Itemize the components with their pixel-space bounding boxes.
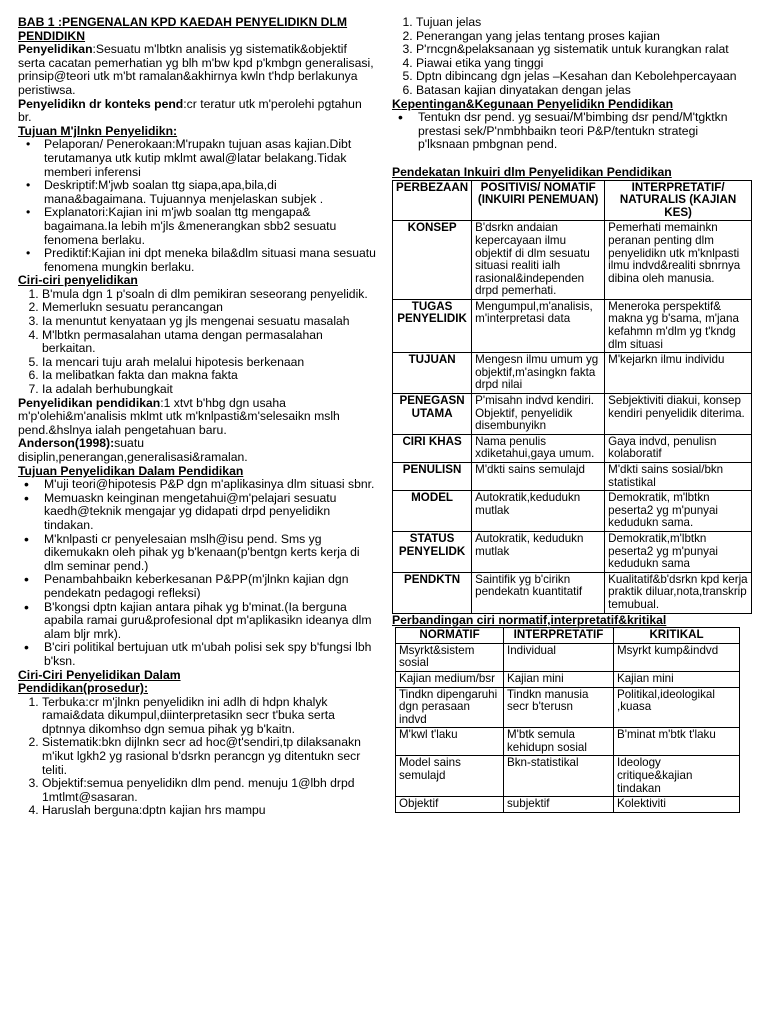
table-cell: M'dkti sains sosial/bkn statistikal	[605, 463, 752, 491]
right-column	[392, 16, 752, 813]
def-text: :1 xtvt b'hbg dgn usaha m'p'olehi&m'analisis mklmt utk m'knlpasti&m'selesaikn mslh pend.&hslnya ialah pengetahuan baru.	[18, 395, 340, 437]
list-item: 1. Tujuan jelas	[416, 16, 752, 30]
table-cell: Kajian mini	[614, 671, 740, 687]
table-cell: Meneroka perspektif& makna yg b'sama, m'jana kefahmn m'dlm yg t'kndg dlm situasi	[605, 299, 752, 352]
list-item: 1. Terbuka:cr m'jlnkn penyelidikn ini adlh di hdpn khalyk ramai&data dikumpul,diinterpretasikn secr t'buka serta dptnnya dikomhso dgn semua pihak yg b'kaitn.	[42, 696, 376, 737]
table-cell: B'minat m'btk t'laku	[614, 728, 740, 756]
row-header: KONSEP	[393, 221, 472, 300]
list-item: • B'kongsi dptn kajian antara pihak yg b'minat.(Ia berguna apabila ramai guru&profesional dpt m'aplikasikn ideanya dlm alam bljr mrk).	[44, 601, 376, 642]
list-item: 7. Ia adalah berhubungkait	[42, 383, 376, 397]
table-cell: Kajian mini	[504, 671, 614, 687]
column-header: KRITIKAL	[614, 628, 740, 644]
row-header: MODEL	[393, 491, 472, 532]
list-item: 6. Ia melibatkan fakta dan makna fakta	[42, 369, 376, 383]
table-cell: M'dkti sains semulajd	[472, 463, 605, 491]
table-cell: subjektif	[504, 797, 614, 813]
ciri-pendidikan-heading-2: Pendidikan(prosedur):	[18, 681, 149, 696]
table-cell: Tindkn dipengaruhi dgn perasaan indvd	[396, 687, 504, 728]
table-cell: Msyrkt&sistem sosial	[396, 643, 504, 671]
table-row	[396, 687, 740, 728]
column-header: INTERPRETATIF	[504, 628, 614, 644]
table-cell: Mengumpul,m'analisis, m'interpretasi data	[472, 299, 605, 352]
def-term: Penyelidikn dr konteks pend	[18, 96, 184, 111]
list-item: • Prediktif:Kajian ini dpt meneka bila&dlm situasi mana sesuatu fenomena mungkin berlaku.	[44, 247, 376, 274]
list-item: 5. Dptn dibincang dgn jelas –Kesahan dan Kebolehpercayaan	[416, 70, 752, 84]
table-cell: Mengesn ilmu umum yg objektif,m'asingkn fakta drpd nilai	[472, 353, 605, 394]
table-cell: Kolektiviti	[614, 797, 740, 813]
list-item: 3. Ia menuntut kenyataan yg jls mengenai sesuatu masalah	[42, 315, 376, 329]
inkuiri-table	[392, 180, 752, 614]
def-text: :cr teratur utk m'perolehi pgtahun br.	[18, 96, 362, 125]
list-item: 3. Objektif:semua penyelidikn dlm pend. menuju 1@lbh drpd 1mtlmt@sasaran.	[42, 777, 376, 804]
table-cell: Politikal,ideologikal ,kuasa	[614, 687, 740, 728]
list-item: 6. Batasan kajian dinyatakan dengan jelas	[416, 84, 752, 98]
table-cell: Model sains semulajd	[396, 756, 504, 797]
table-row	[396, 671, 740, 687]
list-item: • M'uji teori@hipotesis P&P dgn m'aplikasinya dlm situasi sbnr.	[44, 478, 376, 492]
list-item: • Memuaskn keinginan mengetahui@m'pelajari sesuatu kaedh@teknik mengajar yg didapati drpd penyelidikn tindakan.	[44, 492, 376, 533]
table-cell: M'kwl t'laku	[396, 728, 504, 756]
table-cell: M'btk semula kehidupn sosial	[504, 728, 614, 756]
table-header-row	[393, 180, 752, 221]
list-item: • Tentukn dsr pend. yg sesuai/M'bimbing dsr pend/M'tgktkn prestasi sek/P'nmbhbaikn teori P&P/tentukn strategi p'lksnaan pmbgnan pend.	[418, 111, 752, 152]
definition-anderson	[18, 437, 376, 464]
def-text: :Sesuatu m'lbtkn analisis yg sistematik&objektif serta cacatan pemerhatian yg blh m'bw kpd p'kmbgn generalisasi, prinsip@teori utk m'bt ramalan&akhirnya kwln t'hdp berlakunya peristiwsa.	[18, 42, 374, 97]
table-row	[396, 728, 740, 756]
chapter-title	[18, 16, 376, 43]
table-cell: Demokratik, m'lbtkn peserta2 yg m'punyai kedudukn sama.	[605, 491, 752, 532]
table-cell: Saintifik yg b'cirikn pendekatn kuantitatif	[472, 572, 605, 613]
table-cell: Individual	[504, 643, 614, 671]
list-item: 4. Haruslah berguna:dptn kajian hrs mampu	[42, 804, 376, 818]
ciri-pendidikan-heading-1: Ciri-Ciri Penyelidikan Dalam	[18, 667, 181, 682]
table-cell: Gaya indvd, penulisn kolaboratif	[605, 434, 752, 462]
list-item: 5. Ia mencari tuju arah melalui hipotesis berkenaan	[42, 356, 376, 370]
ciri-heading: Ciri-ciri penyelidikan	[18, 273, 138, 288]
table-cell: Autokratik, kedudukn mutlak	[472, 531, 605, 572]
table-row	[393, 394, 752, 435]
tujuan-heading: Tujuan M'jlnkn Penyelidikn:	[18, 123, 178, 138]
definition-konteks-pend	[18, 98, 376, 125]
definition-penyelidikan-pendidikan	[18, 397, 376, 438]
row-header: PENULISN	[393, 463, 472, 491]
list-item: • B'ciri politikal bertujuan utk m'ubah polisi sek spy b'fungsi lbh b'ksn.	[44, 641, 376, 668]
column-header: POSITIVIS/ NOMATIF (INKUIRI PENEMUAN)	[472, 180, 605, 221]
def-term: Penyelidikan pendidikan	[18, 395, 161, 410]
list-item: • Explanatori:Kajian ini m'jwb soalan ttg mengapa& bagaimana.Ia lebih m'jls &menerangkan sbb2 sesuatu fenomena berlaku.	[44, 206, 376, 247]
table-cell: Nama penulis xdiketahui,gaya umum.	[472, 434, 605, 462]
table-cell: Pemerhati memainkn peranan penting dlm penyelidikn utk m'knlpasti ilmu indvd&realiti sbnrnya dibina oleh manusia.	[605, 221, 752, 300]
def-term: Anderson(1998):	[18, 436, 115, 451]
list-item: 2. Penerangan yang jelas tentang proses kajian	[416, 30, 752, 44]
table2-heading: Perbandingan ciri normatif,interpretatif&kritikal	[392, 612, 667, 627]
column-header: INTERPRETATIF/ NATURALIS (KAJIAN KES)	[605, 180, 752, 221]
table-cell: B'dsrkn andaian kepercayaan ilmu objektif di dlm sesuatu situasi realiti ialh rasional&independen drpd pemerhati.	[472, 221, 605, 300]
list-item: 2. Sistematik:bkn dijlnkn secr ad hoc@t'sendiri,tp dilaksanakn m'ikut lgkh2 yg rasional b'dsrkn perancgn yg ditentukn secr teliti.	[42, 736, 376, 777]
row-header: PENEGASN UTAMA	[393, 394, 472, 435]
table-cell: P'misahn indvd kendiri. Objektif, penyelidik disembunyikn	[472, 394, 605, 435]
list-item: 4. M'lbtkn permasalahan utama dengan permasalahan berkaitan.	[42, 329, 376, 356]
table-cell: Ideology critique&kajian tindakan	[614, 756, 740, 797]
table-row	[393, 299, 752, 352]
list-item: • M'knlpasti cr penyelesaian mslh@isu pend. Sms yg dikemukakn oleh pihak yg b'kenaan(p'bentgn kerts kerja di dlm seminar pend.)	[44, 533, 376, 574]
table-cell: Autokratik,kedudukn mutlak	[472, 491, 605, 532]
list-item: • Penambahbaikn keberkesanan P&PP(m'jlnkn kajian dgn pendekatn pedagogi refleksi)	[44, 573, 376, 600]
chapter-title-text: BAB 1 :PENGENALAN KPD KAEDAH PENYELIDIKN DLM PENDIDIKN	[18, 15, 348, 43]
table-row	[393, 434, 752, 462]
def-term: Penyelidikan	[18, 42, 93, 57]
perbandingan-table	[395, 627, 740, 813]
ciri-list	[18, 288, 376, 397]
column-header: PERBEZAAN	[393, 180, 472, 221]
table-row	[393, 221, 752, 300]
tujuan-pendidikan-heading: Tujuan Penyelidikan Dalam Pendidikan	[18, 463, 244, 478]
column-header: NORMATIF	[396, 628, 504, 644]
table-row	[393, 491, 752, 532]
list-item: 3. P'rncgn&pelaksanaan yg sistematik untuk kurangkan ralat	[416, 43, 752, 57]
table-row	[393, 463, 752, 491]
table-cell: Tindkn manusia secr b'terusn	[504, 687, 614, 728]
left-column	[18, 16, 376, 818]
table-header-row	[396, 628, 740, 644]
ciri-pendidikan-list	[18, 696, 376, 818]
table-row	[393, 531, 752, 572]
top-list	[392, 16, 752, 98]
table-row	[396, 756, 740, 797]
tujuan-list	[18, 138, 376, 274]
table-row	[393, 572, 752, 613]
table-row	[396, 797, 740, 813]
table-cell: Kualitatif&b'dsrkn kpd kerja praktik diluar,nota,transkrip temubual.	[605, 572, 752, 613]
table-row	[393, 353, 752, 394]
kepentingan-heading: Kepentingan&Kegunaan Penyelidikn Pendidikan	[392, 96, 674, 111]
tujuan-pendidikan-list	[18, 478, 376, 668]
table-cell: Demokratik,m'lbtkn peserta2 yg m'punyai kedudukn sama	[605, 531, 752, 572]
table-cell: Bkn-statistikal	[504, 756, 614, 797]
definition-penyelidikan	[18, 43, 376, 97]
row-header: TUGAS PENYELIDIK	[393, 299, 472, 352]
table-cell: Msyrkt kump&indvd	[614, 643, 740, 671]
list-item: • Pelaporan/ Penerokaan:M'rupakn tujuan asas kajian.Dibt terutamanya utk kutip mklmt awal@latar belakang.Tidak memberi inferensi	[44, 138, 376, 179]
row-header: TUJUAN	[393, 353, 472, 394]
list-item: 1. B'mula dgn 1 p'soaln di dlm pemikiran seseorang penyelidik.	[42, 288, 376, 302]
row-header: CIRI KHAS	[393, 434, 472, 462]
row-header: PENDKTN	[393, 572, 472, 613]
kepentingan-list	[392, 111, 752, 152]
table1-heading: Pendekatan Inkuiri dlm Penyelidikan Pendidikan	[392, 164, 672, 179]
def-text: suatu disiplin,penerangan,generalisasi&ramalan.	[18, 436, 248, 464]
table-cell: Objektif	[396, 797, 504, 813]
list-item: • Deskriptif:M'jwb soalan ttg siapa,apa,bila,di mana&bagaimana. Tujuannya menjelaskan subjek .	[44, 179, 376, 206]
table-row	[396, 643, 740, 671]
list-item: 4. Piawai etika yang tinggi	[416, 57, 752, 71]
row-header: STATUS PENYELIDK	[393, 531, 472, 572]
table-cell: Sebjektiviti diakui, konsep kendiri penyelidik diterima.	[605, 394, 752, 435]
table-cell: M'kejarkn ilmu individu	[605, 353, 752, 394]
table-cell: Kajian medium/bsr	[396, 671, 504, 687]
list-item: 2. Memerlukn sesuatu perancangan	[42, 301, 376, 315]
